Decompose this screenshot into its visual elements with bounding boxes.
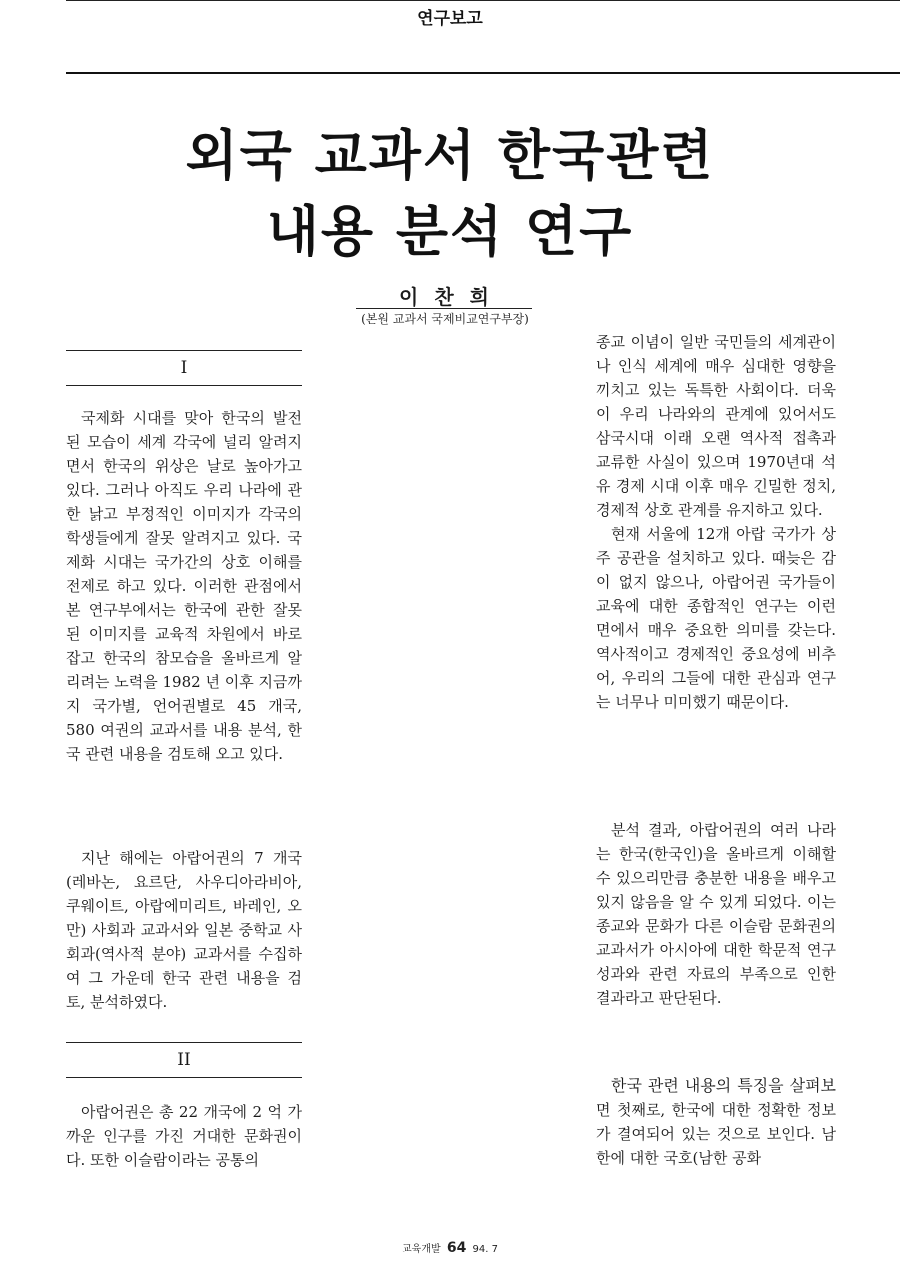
journal-name: 교육개발 bbox=[402, 1244, 441, 1255]
left-column-block-3 bbox=[66, 1100, 302, 1172]
left-column-block-2 bbox=[66, 846, 302, 1014]
author-name: 이찬희 bbox=[399, 285, 505, 309]
author-affiliation: (본원 교과서 국제비교연구부장) bbox=[361, 312, 529, 326]
left-column-block-1 bbox=[66, 406, 302, 766]
paragraph: 종교 이념이 일반 국민들의 세계관이나 인식 세계에 매우 심대한 영향을 끼치고 있는 독특한 사회이다. 더욱이 우리 나라와의 관계에 있어서도 삼국시대 이래 오랜 역사적 접촉과 교류한 사실이 있으며 1970년대 석유 경제 시대 이후 매우 긴밀한 정치, 경제적 상호 관계를 유지하고 있다. bbox=[596, 333, 836, 519]
page-number: 64 bbox=[446, 1240, 467, 1256]
paragraph: 아랍어권은 총 22 개국에 2 억 가까운 인구를 가진 거대한 문화권이다. 또한 이슬람이라는 공통의 bbox=[66, 1103, 302, 1169]
article-title-line2: 내용 분석 연구 bbox=[266, 200, 634, 263]
issue-date: 94. 7 bbox=[472, 1244, 498, 1255]
right-column-block-1 bbox=[596, 330, 836, 714]
section-numeral: II bbox=[177, 1050, 191, 1070]
top-thin-rule bbox=[66, 0, 900, 1]
section-heading-2 bbox=[66, 1042, 302, 1078]
highlight-text: 한국 관련 내용의 특징을 살펴보 bbox=[611, 1076, 836, 1095]
section-rule-bottom bbox=[66, 385, 302, 386]
right-column-block-2 bbox=[596, 818, 836, 1010]
article-title-line1: 외국 교과서 한국관련 bbox=[185, 124, 715, 187]
page-footer bbox=[0, 1240, 900, 1256]
paragraph-continuation: 면 첫째로, 한국에 대한 정확한 정보가 결여되어 있는 것으로 보인다. 남한에 대한 국호(남한 공화 bbox=[596, 1101, 836, 1167]
section-numeral: I bbox=[180, 358, 188, 378]
section-label: 연구보고 bbox=[417, 9, 483, 29]
paragraph: 국제화 시대를 맞아 한국의 발전된 모습이 세계 각국에 널리 알려지면서 한국의 위상은 날로 높아가고 있다. 그러나 아직도 우리 나라에 관한 낡고 부정적인 이미지가 각국의 학생들에게 잘못 알려지고 있다. 국제화 시대는 국가간의 상호 이해를 전제로 하고 있다. 이러한 관점에서 본 연구부에서는 한국에 관한 잘못된 이미지를 교육적 차원에서 바로 잡고 한국의 참모습을 올바르게 알리려는 노력을 1982 년 이후 지금까지 국가별, 언어권별로 45 개국, 580 여권의 교과서를 내용 분석, 한국 관련 내용을 검토해 오고 있다. bbox=[66, 409, 302, 763]
paragraph: 분석 결과, 아랍어권의 여러 나라는 한국(한국인)을 올바르게 이해할 수 있으리만큼 충분한 내용을 배우고 있지 않음을 알 수 있게 되었다. 이는 종교와 문화가 다른 이슬람 문화권의 교과서가 아시아에 대한 학문적 연구 성과와 관련 자료의 부족으로 인한 결과라고 판단된다. bbox=[596, 821, 836, 1007]
section-rule-bottom bbox=[66, 1077, 302, 1078]
header-rule bbox=[66, 72, 900, 74]
paragraph: 현재 서울에 12개 아랍 국가가 상주 공관을 설치하고 있다. 때늦은 감이 없지 않으나, 아랍어권 국가들이 교육에 대한 종합적인 연구는 이런 면에서 매우 중요한 의미를 갖는다. 역사적이고 경제적인 중요성에 비추어, 우리의 그들에 대한 관심과 연구는 너무나 미미했기 때문이다. bbox=[596, 525, 836, 711]
right-column-block-3 bbox=[596, 1074, 836, 1170]
section-heading-1 bbox=[66, 350, 302, 386]
paragraph bbox=[596, 1074, 836, 1170]
paragraph: 지난 해에는 아랍어권의 7 개국 (레바논, 요르단, 사우디아라비아, 쿠웨이트, 아랍에미리트, 바레인, 오만) 사회과 교과서와 일본 중학교 사회과(역사적 분야) 교과서를 수집하여 그 가운데 한국 관련 내용을 검토, 분석하였다. bbox=[66, 849, 302, 1011]
author-underline bbox=[356, 308, 532, 309]
